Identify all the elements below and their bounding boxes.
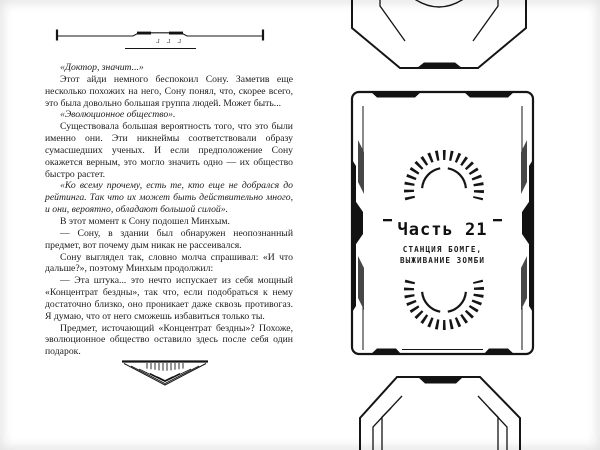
paragraph: «Ко всему прочему, есть те, кто еще не добрался до рейтинга. Так что их может быть действительно много, и они, вероятно, обладают большой силой». xyxy=(45,180,293,216)
paragraph: «Эволюционное общество». xyxy=(60,109,176,121)
left-page-text xyxy=(45,62,293,358)
paragraph: В этот момент к Сону подошел Минхым. xyxy=(60,215,230,227)
paragraph: Существовала большая вероятность того, что это были именно они. Эти никнеймы соответствовали образу сумасшедших ученых. И если предположение Сону окажется верным, это могло значить одно — их общество быстро растет. xyxy=(45,121,293,180)
chapter-subtitle-line2: ВЫЖИВАНИЕ ЗОМБИ xyxy=(399,255,486,265)
triangle-divider-ornament xyxy=(122,362,208,386)
chapter-subtitle xyxy=(347,245,538,266)
paragraph: Предмет, источающий «Концентрат бездны»? Похоже, эволюционное общество оставило здесь после себя один подарок. xyxy=(45,322,293,358)
paragraph: — Эта штука... это нечто испускает из себя мощный «Концентрат бездны», так что, если подобраться к нему достаточно близко, оно проникает даже сквозь противогаз. Я думаю, что от него сможешь избавиться только ты. xyxy=(45,275,293,322)
paragraph: — Сону, в здании был обнаружен неопознанный предмет, вот почему дым никак не рассеивался. xyxy=(45,227,293,251)
paragraph: Этот айди немного беспокоил Сону. Заметив еще несколько похожих на него, Сону понял, что, скорее всего, это была довольно большая группа людей. Может быть... xyxy=(45,73,293,109)
top-octagon-frame xyxy=(352,0,526,68)
chapter-title: Часть 21 xyxy=(397,220,488,240)
gauge-arc-bottom xyxy=(409,281,479,325)
ornament-marks: ɹ ɹ ɹ xyxy=(156,36,184,45)
paragraph: Сону выглядел так, словно молча спрашивал: «И что дальше?», поэтому Минхым продолжил: xyxy=(45,251,293,275)
chapter-subtitle-line1: СТАНЦИЯ БОМГЕ, xyxy=(402,245,483,254)
bottom-octagon-frame xyxy=(360,377,520,450)
paragraph: «Доктор, значит...» xyxy=(60,62,144,73)
gauge-arc-top xyxy=(409,155,479,199)
